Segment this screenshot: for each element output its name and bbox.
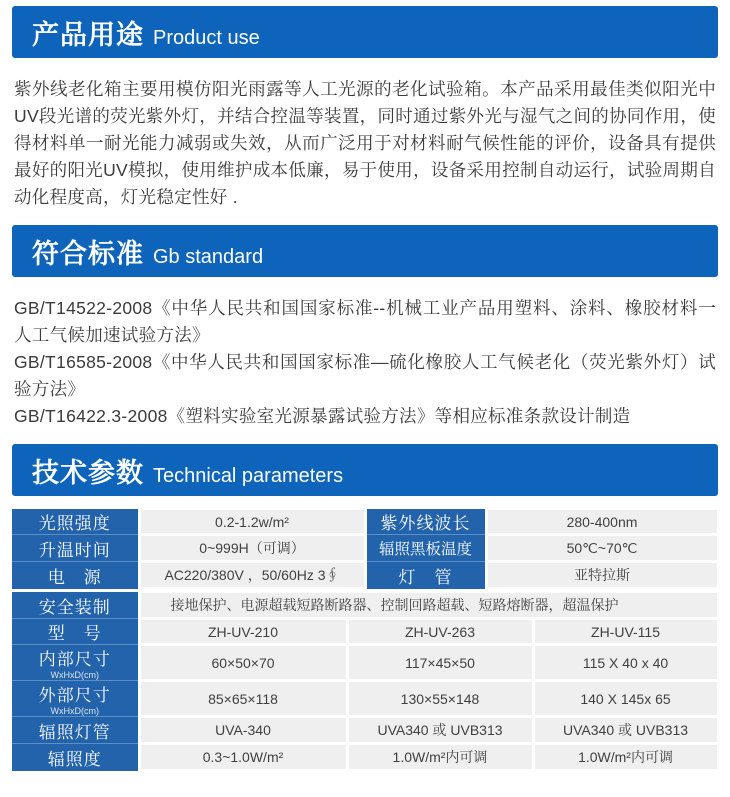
param-value: 0~999H（可调） bbox=[139, 535, 365, 562]
table-row bbox=[12, 535, 718, 562]
standards-list bbox=[14, 295, 716, 430]
model-value: UVA340 或 UVB313 bbox=[347, 717, 533, 744]
param-value: 280-400nm bbox=[486, 509, 718, 535]
section-header-text bbox=[32, 13, 260, 52]
param-value: 50℃~70℃ bbox=[486, 535, 718, 562]
table-row bbox=[12, 562, 718, 589]
param-label: 电 源 bbox=[12, 562, 139, 589]
param-label: 安全装制 bbox=[12, 592, 139, 619]
model-value: ZH-UV-210 bbox=[139, 619, 347, 645]
model-value: ZH-UV-115 bbox=[533, 619, 718, 645]
param-label: 灯 管 bbox=[365, 562, 486, 589]
model-value: 1.0W/m²内可调 bbox=[347, 744, 533, 771]
model-value: 130×55×148 bbox=[347, 681, 533, 717]
model-value: UVA-340 bbox=[139, 717, 347, 744]
section-gb-standard bbox=[12, 225, 718, 430]
param-label: 紫外线波长 bbox=[365, 509, 486, 535]
standard-item: GB/T16422.3-2008《塑料实验室光源暴露试验方法》等相应标准条款设计制造 bbox=[14, 406, 631, 426]
model-value: UVA340 或 UVB313 bbox=[533, 717, 718, 744]
model-value: 1.0W/m²内可调 bbox=[533, 744, 718, 771]
section-title-cn: 产品用途 bbox=[32, 19, 144, 50]
param-value: 0.2-1.2w/m² bbox=[139, 509, 365, 535]
param-label-text: 内部尺寸 bbox=[38, 650, 111, 669]
spec-table-models bbox=[12, 590, 720, 772]
standard-item: GB/T16585-2008《中华人民共和国国家标准—硫化橡胶人工气候老化（荧光紫外灯）试验方法》 bbox=[14, 352, 716, 399]
section-header-product-use bbox=[12, 6, 718, 58]
section-header-text bbox=[32, 232, 263, 271]
model-value: 85×65×118 bbox=[139, 681, 347, 717]
section-title-en: Technical parameters bbox=[153, 464, 344, 487]
table-row bbox=[12, 717, 718, 744]
param-label: 光照强度 bbox=[12, 509, 139, 535]
param-label: 型 号 bbox=[12, 619, 139, 645]
model-value: 117×45×50 bbox=[347, 645, 533, 681]
section-header-technical-parameters bbox=[12, 444, 718, 496]
table-row bbox=[12, 744, 718, 771]
spec-table bbox=[12, 507, 718, 772]
standard-item: GB/T14522-2008《中华人民共和国国家标准--机械工业产品用塑料、涂料、橡胶材料一人工气候加速试验方法》 bbox=[14, 298, 716, 345]
section-technical-parameters bbox=[12, 444, 718, 772]
param-label: 辐照黑板温度 bbox=[365, 535, 486, 562]
section-title-en: Gb standard bbox=[153, 245, 264, 268]
param-label-sub: WxHxD(cm) bbox=[50, 670, 99, 680]
table-row bbox=[12, 645, 718, 681]
section-title-en: Product use bbox=[153, 26, 260, 49]
spec-table-pairs bbox=[12, 507, 720, 590]
model-value: ZH-UV-263 bbox=[347, 619, 533, 645]
param-value: 接地保护、电源超载短路断路器、控制回路超载、短路熔断器，超温保护 bbox=[139, 592, 718, 619]
param-value: AC220/380V ，50/60Hz 3∮ bbox=[139, 562, 365, 589]
section-title-cn: 技术参数 bbox=[32, 457, 144, 488]
table-row bbox=[12, 619, 718, 645]
section-product-use bbox=[12, 6, 718, 211]
model-value: 60×50×70 bbox=[139, 645, 347, 681]
param-label-sub: WxHxD(cm) bbox=[50, 706, 99, 716]
param-label bbox=[12, 681, 139, 717]
section-header-text bbox=[32, 451, 343, 490]
table-row bbox=[12, 681, 718, 717]
param-label: 辐照度 bbox=[12, 744, 139, 771]
model-value: 115 X 40 x 40 bbox=[533, 645, 718, 681]
table-row bbox=[12, 509, 718, 535]
product-use-paragraph: 紫外线老化箱主要用模仿阳光雨露等人工光源的老化试验箱。本产品采用最佳类似阳光中UV段光谱的荧光紫外灯，并结合控温等装置，同时通过紫外光与湿气之间的协同作用，使得材料单一耐光能力减弱或失效，从而广泛用于对材料耐气候性能的评价，设备具有提供最好的阳光UV模拟，使用维护成本低廉，易于使用，设备采用控制自动运行，试验周期自动化程度高，灯光稳定性好 . bbox=[14, 79, 716, 207]
param-label-text: 外部尺寸 bbox=[38, 686, 111, 705]
model-value: 0.3~1.0W/m² bbox=[139, 744, 347, 771]
param-label: 辐照灯管 bbox=[12, 717, 139, 744]
param-value: 亚特拉斯 bbox=[486, 562, 718, 589]
section-title-cn: 符合标准 bbox=[32, 238, 144, 269]
section-header-gb-standard bbox=[12, 225, 718, 277]
param-label bbox=[12, 645, 139, 681]
model-value: 140 X 145x 65 bbox=[533, 681, 718, 717]
table-row bbox=[12, 592, 718, 619]
param-label: 升温时间 bbox=[12, 535, 139, 562]
